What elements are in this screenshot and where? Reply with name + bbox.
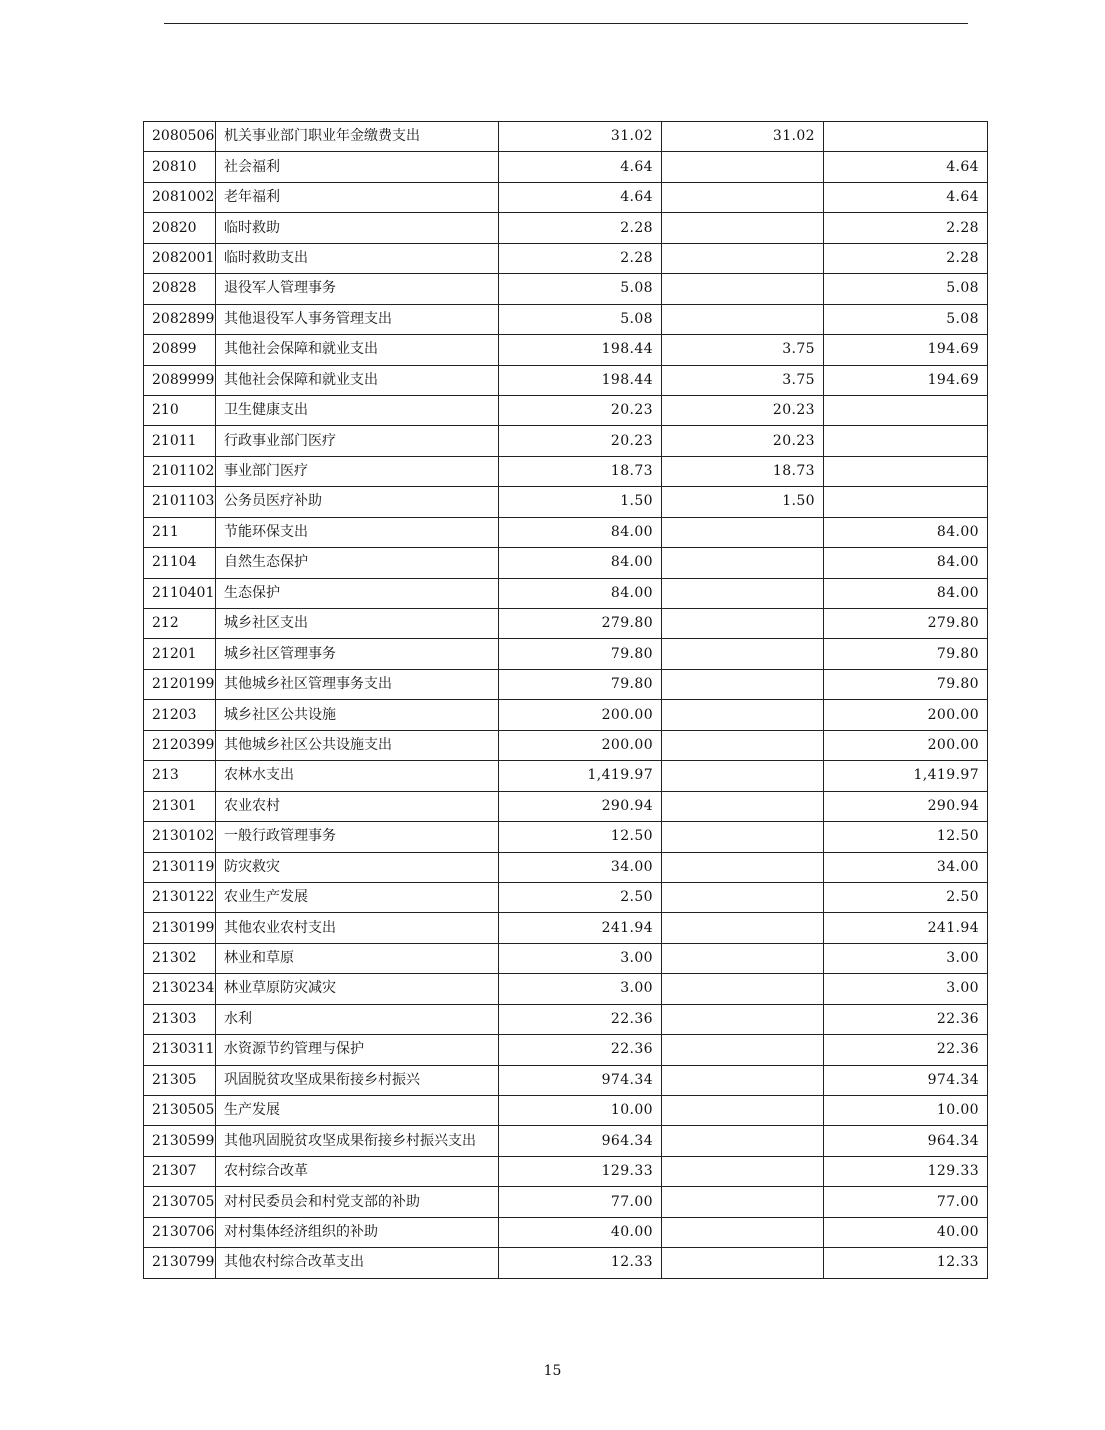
code-cell: 2080506: [144, 122, 216, 152]
project-expenditure-cell: 200.00: [824, 730, 988, 760]
project-expenditure-cell: 290.94: [824, 791, 988, 821]
total-amount-cell: 22.36: [499, 1004, 662, 1034]
table-row: [144, 395, 988, 425]
project-expenditure-cell: 3.00: [824, 943, 988, 973]
name-cell: 其他巩固脱贫攻坚成果衔接乡村振兴支出: [216, 1126, 499, 1156]
table-row: [144, 182, 988, 212]
code-cell: 2130119: [144, 852, 216, 882]
basic-expenditure-cell: [662, 1217, 824, 1247]
code-cell: 21303: [144, 1004, 216, 1034]
table-row: [144, 822, 988, 852]
project-expenditure-cell: 200.00: [824, 700, 988, 730]
total-amount-cell: 279.80: [499, 609, 662, 639]
code-cell: 2101102: [144, 456, 216, 486]
code-cell: 21201: [144, 639, 216, 669]
basic-expenditure-cell: [662, 548, 824, 578]
table-row: [144, 304, 988, 334]
project-expenditure-cell: 22.36: [824, 1035, 988, 1065]
table-row: [144, 669, 988, 699]
table-row: [144, 974, 988, 1004]
total-amount-cell: 20.23: [499, 395, 662, 425]
name-cell: 生态保护: [216, 578, 499, 608]
basic-expenditure-cell: [662, 852, 824, 882]
table-row: [144, 609, 988, 639]
code-cell: 20810: [144, 152, 216, 182]
total-amount-cell: 2.50: [499, 882, 662, 912]
basic-expenditure-cell: 31.02: [662, 122, 824, 152]
basic-expenditure-cell: [662, 152, 824, 182]
project-expenditure-cell: 2.28: [824, 243, 988, 273]
name-cell: 退役军人管理事务: [216, 274, 499, 304]
code-cell: 2130505: [144, 1096, 216, 1126]
total-amount-cell: 4.64: [499, 182, 662, 212]
table-row: [144, 1217, 988, 1247]
project-expenditure-cell: 84.00: [824, 517, 988, 547]
total-amount-cell: 40.00: [499, 1217, 662, 1247]
basic-expenditure-cell: [662, 517, 824, 547]
project-expenditure-cell: [824, 395, 988, 425]
name-cell: 行政事业部门医疗: [216, 426, 499, 456]
name-cell: 社会福利: [216, 152, 499, 182]
basic-expenditure-cell: [662, 578, 824, 608]
project-expenditure-cell: 194.69: [824, 365, 988, 395]
total-amount-cell: 12.50: [499, 822, 662, 852]
total-amount-cell: 12.33: [499, 1248, 662, 1278]
basic-expenditure-cell: [662, 882, 824, 912]
code-cell: 21011: [144, 426, 216, 456]
name-cell: 水利: [216, 1004, 499, 1034]
project-expenditure-cell: 129.33: [824, 1156, 988, 1186]
budget-table: [143, 121, 988, 1279]
total-amount-cell: 79.80: [499, 669, 662, 699]
project-expenditure-cell: 279.80: [824, 609, 988, 639]
total-amount-cell: 22.36: [499, 1035, 662, 1065]
project-expenditure-cell: 10.00: [824, 1096, 988, 1126]
name-cell: 农村综合改革: [216, 1156, 499, 1186]
project-expenditure-cell: [824, 456, 988, 486]
code-cell: 2089999: [144, 365, 216, 395]
basic-expenditure-cell: 18.73: [662, 456, 824, 486]
name-cell: 水资源节约管理与保护: [216, 1035, 499, 1065]
basic-expenditure-cell: [662, 304, 824, 334]
basic-expenditure-cell: [662, 1156, 824, 1186]
table-row: [144, 1035, 988, 1065]
table-row: [144, 365, 988, 395]
code-cell: 2130799: [144, 1248, 216, 1278]
basic-expenditure-cell: [662, 1187, 824, 1217]
code-cell: 21203: [144, 700, 216, 730]
total-amount-cell: 77.00: [499, 1187, 662, 1217]
name-cell: 机关事业部门职业年金缴费支出: [216, 122, 499, 152]
total-amount-cell: 200.00: [499, 700, 662, 730]
basic-expenditure-cell: [662, 1096, 824, 1126]
project-expenditure-cell: 84.00: [824, 578, 988, 608]
name-cell: 自然生态保护: [216, 548, 499, 578]
total-amount-cell: 2.28: [499, 213, 662, 243]
total-amount-cell: 5.08: [499, 304, 662, 334]
name-cell: 其他城乡社区管理事务支出: [216, 669, 499, 699]
code-cell: 21307: [144, 1156, 216, 1186]
name-cell: 对村民委员会和村党支部的补助: [216, 1187, 499, 1217]
basic-expenditure-cell: [662, 639, 824, 669]
table-row: [144, 426, 988, 456]
name-cell: 老年福利: [216, 182, 499, 212]
name-cell: 农林水支出: [216, 761, 499, 791]
table-row: [144, 122, 988, 152]
total-amount-cell: 31.02: [499, 122, 662, 152]
page-number: 15: [543, 1363, 562, 1379]
basic-expenditure-cell: 1.50: [662, 487, 824, 517]
total-amount-cell: 1.50: [499, 487, 662, 517]
basic-expenditure-cell: [662, 791, 824, 821]
table-row: [144, 852, 988, 882]
total-amount-cell: 1,419.97: [499, 761, 662, 791]
total-amount-cell: 34.00: [499, 852, 662, 882]
basic-expenditure-cell: [662, 182, 824, 212]
basic-expenditure-cell: [662, 913, 824, 943]
code-cell: 20828: [144, 274, 216, 304]
basic-expenditure-cell: [662, 669, 824, 699]
basic-expenditure-cell: [662, 943, 824, 973]
table-row: [144, 1065, 988, 1095]
total-amount-cell: 84.00: [499, 517, 662, 547]
basic-expenditure-cell: [662, 1004, 824, 1034]
header-rule: [164, 23, 968, 24]
basic-expenditure-cell: [662, 1248, 824, 1278]
project-expenditure-cell: 12.50: [824, 822, 988, 852]
code-cell: 2130706: [144, 1217, 216, 1247]
total-amount-cell: 3.00: [499, 974, 662, 1004]
project-expenditure-cell: [824, 426, 988, 456]
total-amount-cell: 5.08: [499, 274, 662, 304]
total-amount-cell: 964.34: [499, 1126, 662, 1156]
total-amount-cell: 200.00: [499, 730, 662, 760]
code-cell: 2130599: [144, 1126, 216, 1156]
table-row: [144, 943, 988, 973]
project-expenditure-cell: 22.36: [824, 1004, 988, 1034]
code-cell: 2130234: [144, 974, 216, 1004]
project-expenditure-cell: 241.94: [824, 913, 988, 943]
total-amount-cell: 18.73: [499, 456, 662, 486]
name-cell: 事业部门医疗: [216, 456, 499, 486]
basic-expenditure-cell: [662, 274, 824, 304]
code-cell: 2081002: [144, 182, 216, 212]
total-amount-cell: 198.44: [499, 335, 662, 365]
table-row: [144, 335, 988, 365]
project-expenditure-cell: 5.08: [824, 274, 988, 304]
project-expenditure-cell: 84.00: [824, 548, 988, 578]
basic-expenditure-cell: [662, 1065, 824, 1095]
table-row: [144, 1004, 988, 1034]
table-row: [144, 1096, 988, 1126]
name-cell: 防灾救灾: [216, 852, 499, 882]
code-cell: 210: [144, 395, 216, 425]
name-cell: 卫生健康支出: [216, 395, 499, 425]
code-cell: 21301: [144, 791, 216, 821]
name-cell: 其他退役军人事务管理支出: [216, 304, 499, 334]
total-amount-cell: 4.64: [499, 152, 662, 182]
project-expenditure-cell: 40.00: [824, 1217, 988, 1247]
project-expenditure-cell: 5.08: [824, 304, 988, 334]
total-amount-cell: 10.00: [499, 1096, 662, 1126]
code-cell: 2130705: [144, 1187, 216, 1217]
total-amount-cell: 79.80: [499, 639, 662, 669]
code-cell: 211: [144, 517, 216, 547]
table-row: [144, 700, 988, 730]
table-row: [144, 913, 988, 943]
name-cell: 其他农村综合改革支出: [216, 1248, 499, 1278]
table-row: [144, 791, 988, 821]
table-row: [144, 487, 988, 517]
basic-expenditure-cell: 3.75: [662, 365, 824, 395]
code-cell: 20899: [144, 335, 216, 365]
name-cell: 对村集体经济组织的补助: [216, 1217, 499, 1247]
basic-expenditure-cell: [662, 243, 824, 273]
total-amount-cell: 974.34: [499, 1065, 662, 1095]
project-expenditure-cell: [824, 487, 988, 517]
code-cell: 2101103: [144, 487, 216, 517]
name-cell: 一般行政管理事务: [216, 822, 499, 852]
table-row: [144, 243, 988, 273]
code-cell: 2120399: [144, 730, 216, 760]
code-cell: 213: [144, 761, 216, 791]
total-amount-cell: 3.00: [499, 943, 662, 973]
code-cell: 212: [144, 609, 216, 639]
total-amount-cell: 84.00: [499, 578, 662, 608]
name-cell: 公务员医疗补助: [216, 487, 499, 517]
table-row: [144, 882, 988, 912]
basic-expenditure-cell: [662, 974, 824, 1004]
code-cell: 2130102: [144, 822, 216, 852]
total-amount-cell: 241.94: [499, 913, 662, 943]
table-row: [144, 1187, 988, 1217]
basic-expenditure-cell: [662, 700, 824, 730]
project-expenditure-cell: 12.33: [824, 1248, 988, 1278]
code-cell: 21104: [144, 548, 216, 578]
name-cell: 农业生产发展: [216, 882, 499, 912]
name-cell: 节能环保支出: [216, 517, 499, 547]
total-amount-cell: 198.44: [499, 365, 662, 395]
basic-expenditure-cell: [662, 1035, 824, 1065]
total-amount-cell: 20.23: [499, 426, 662, 456]
table-body: [144, 122, 988, 1279]
project-expenditure-cell: 2.50: [824, 882, 988, 912]
project-expenditure-cell: 4.64: [824, 152, 988, 182]
name-cell: 其他农业农村支出: [216, 913, 499, 943]
project-expenditure-cell: 79.80: [824, 639, 988, 669]
code-cell: 2130199: [144, 913, 216, 943]
basic-expenditure-cell: 20.23: [662, 426, 824, 456]
name-cell: 其他社会保障和就业支出: [216, 335, 499, 365]
name-cell: 其他城乡社区公共设施支出: [216, 730, 499, 760]
basic-expenditure-cell: 3.75: [662, 335, 824, 365]
project-expenditure-cell: 2.28: [824, 213, 988, 243]
table-row: [144, 152, 988, 182]
basic-expenditure-cell: 20.23: [662, 395, 824, 425]
name-cell: 城乡社区管理事务: [216, 639, 499, 669]
code-cell: 2082001: [144, 243, 216, 273]
table-row: [144, 456, 988, 486]
name-cell: 临时救助支出: [216, 243, 499, 273]
table-row: [144, 578, 988, 608]
project-expenditure-cell: 4.64: [824, 182, 988, 212]
basic-expenditure-cell: [662, 822, 824, 852]
code-cell: 2082899: [144, 304, 216, 334]
table-row: [144, 274, 988, 304]
name-cell: 生产发展: [216, 1096, 499, 1126]
name-cell: 巩固脱贫攻坚成果衔接乡村振兴: [216, 1065, 499, 1095]
code-cell: 2130122: [144, 882, 216, 912]
basic-expenditure-cell: [662, 213, 824, 243]
table-row: [144, 1248, 988, 1278]
name-cell: 城乡社区支出: [216, 609, 499, 639]
table-row: [144, 213, 988, 243]
table-row: [144, 639, 988, 669]
basic-expenditure-cell: [662, 609, 824, 639]
table-row: [144, 761, 988, 791]
project-expenditure-cell: 34.00: [824, 852, 988, 882]
code-cell: 21305: [144, 1065, 216, 1095]
project-expenditure-cell: 1,419.97: [824, 761, 988, 791]
basic-expenditure-cell: [662, 761, 824, 791]
total-amount-cell: 290.94: [499, 791, 662, 821]
code-cell: 2120199: [144, 669, 216, 699]
basic-expenditure-cell: [662, 1126, 824, 1156]
project-expenditure-cell: 3.00: [824, 974, 988, 1004]
code-cell: 2130311: [144, 1035, 216, 1065]
basic-expenditure-cell: [662, 730, 824, 760]
table-row: [144, 517, 988, 547]
project-expenditure-cell: 77.00: [824, 1187, 988, 1217]
name-cell: 临时救助: [216, 213, 499, 243]
project-expenditure-cell: 964.34: [824, 1126, 988, 1156]
code-cell: 20820: [144, 213, 216, 243]
name-cell: 其他社会保障和就业支出: [216, 365, 499, 395]
project-expenditure-cell: 194.69: [824, 335, 988, 365]
total-amount-cell: 2.28: [499, 243, 662, 273]
table-row: [144, 548, 988, 578]
name-cell: 林业草原防灾减灾: [216, 974, 499, 1004]
project-expenditure-cell: [824, 122, 988, 152]
project-expenditure-cell: 974.34: [824, 1065, 988, 1095]
name-cell: 城乡社区公共设施: [216, 700, 499, 730]
name-cell: 林业和草原: [216, 943, 499, 973]
name-cell: 农业农村: [216, 791, 499, 821]
code-cell: 21302: [144, 943, 216, 973]
project-expenditure-cell: 79.80: [824, 669, 988, 699]
table-row: [144, 730, 988, 760]
code-cell: 2110401: [144, 578, 216, 608]
table-row: [144, 1156, 988, 1186]
total-amount-cell: 129.33: [499, 1156, 662, 1186]
table-row: [144, 1126, 988, 1156]
total-amount-cell: 84.00: [499, 548, 662, 578]
